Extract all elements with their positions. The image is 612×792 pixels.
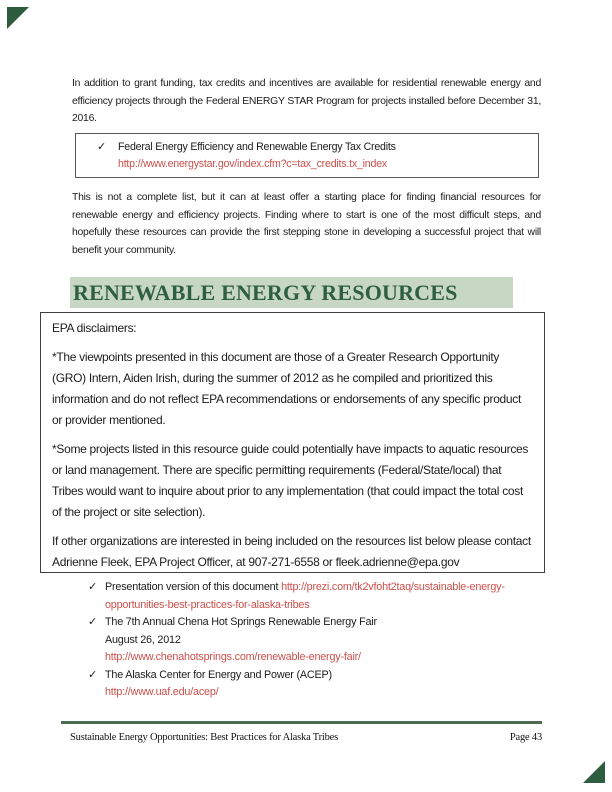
footer-page-number: Page 43 [509, 732, 542, 743]
epa-disclaimers-title: EPA disclaimers: [52, 321, 137, 335]
footer-title: Sustainable Energy Opportunities: Best Practices for Alaska Tribes [70, 732, 339, 743]
resource-date: August 26, 2012 [105, 633, 181, 646]
list-item [88, 579, 508, 614]
list-item [88, 614, 508, 667]
intro-paragraph: In addition to grant funding, tax credits and incentives are available for residential renewable energy and efficiency projects through the Federal ENERGY STAR Program for projects installed before December 31, 2016. [72, 78, 541, 125]
epa-contact-paragraph: If other organizations are interested in being included on the resources list below please contact Adrienne Fleek, EPA Project Officer, at 907-271-6558 or fleek.adrienne@epa.gov [52, 534, 531, 569]
tax-credits-entry [118, 139, 532, 173]
checkmark-icon: ✓ [88, 668, 98, 681]
resource-label: The Alaska Center for Energy and Power (ACEP) [105, 668, 332, 681]
starting-place-paragraph: This is not a complete list, but it can at least offer a starting place for finding financial resources for renewable energy and efficiency projects. Finding where to start is one of the most difficult steps, and hopefully these resources can provide the first stepping stone in developing a successful project that will benefit your community. [72, 192, 541, 256]
resource-label: The 7th Annual Chena Hot Springs Renewable Energy Fair [105, 616, 377, 628]
resource-label: Presentation version of this document [105, 581, 279, 593]
resource-entry [105, 614, 508, 667]
tax-credits-label: Federal Energy Efficiency and Renewable Energy Tax Credits [118, 141, 396, 153]
epa-viewpoints-paragraph: *The viewpoints presented in this document are those of a Greater Research Opportunity (GRO) Intern, Aiden Irish, during the summer of 2012 as he compiled and prioritized this information and do not reflect EPA recommendations or endorsements of any specific product or provider mentioned. [52, 350, 522, 427]
corner-triangle-top-left-icon [7, 7, 29, 29]
epa-disclaimers-box [40, 312, 545, 573]
list-item [97, 139, 532, 173]
footer-rule [61, 721, 542, 724]
resources-checklist [88, 579, 508, 702]
checkmark-icon: ✓ [88, 581, 98, 593]
tax-credits-box [75, 133, 539, 178]
checkmark-icon: ✓ [88, 616, 98, 628]
corner-triangle-bottom-right-icon [583, 761, 605, 783]
checkmark-icon: ✓ [97, 141, 107, 153]
resource-entry [105, 667, 508, 702]
resource-link[interactable]: http://www.uaf.edu/acep/ [105, 686, 219, 698]
resource-entry [105, 579, 508, 614]
epa-projects-paragraph: *Some projects listed in this resource guide could potentially have impacts to aquatic resources or land management. There are specific permitting requirements (Federal/State/local) that Tribes would want to inquire about prior to any implementation (that could impact the total cost of the project or site selection). [52, 442, 529, 519]
section-heading-band [70, 277, 513, 308]
resource-link[interactable]: http://prezi.com/tk2vfoht2taq/sustainable-energy-opportunities-best-practices-for-alaska-tribes [105, 581, 505, 611]
list-item [88, 667, 508, 702]
section-heading: RENEWABLE ENERGY RESOURCES [73, 280, 458, 305]
footer [70, 730, 542, 745]
resource-link[interactable]: http://www.chenahotsprings.com/renewable-energy-fair/ [105, 651, 361, 663]
tax-credits-link[interactable]: http://www.energystar.gov/index.cfm?c=tax_credits.tx_index [118, 158, 387, 170]
